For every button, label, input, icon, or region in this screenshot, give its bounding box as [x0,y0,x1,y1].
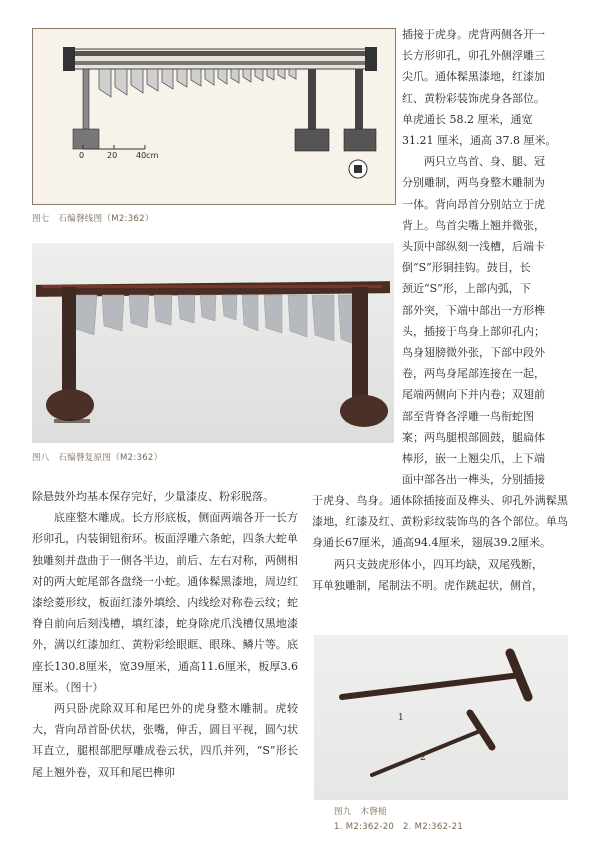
scale-label-40cm: 40cm [136,151,159,160]
left-column-text [32,486,298,783]
figure-9-photo [314,635,568,800]
figure-9-caption: 图九 木磬槌 [334,807,387,817]
text-line: 卷，两鸟身尾部连接在一起， [402,367,545,381]
chime-stones [99,69,296,97]
text-line: 面中部各出一榫头，分别插接 [402,473,545,487]
right-column-text [402,24,574,490]
figure-8-photo [32,243,394,443]
mallet-label-1: 1 [398,713,404,723]
text-line: 部外突，下端中部出一方形榫 [402,303,545,317]
text-line: 尾端两侧向下并内卷；双翅前 [402,388,545,402]
paragraph-bird: 于虎身、鸟身。通体除插接面及榫头、卯孔外满髹黑漆地，红漆及红、黄粉彩纹装饰鸟的各个部位。单鸟身通长67厘米，通高94.4厘米，翅展39.2厘米。 [312,494,568,550]
chime-line-drawing [33,29,395,204]
text-line: 31.21 厘米，通高 37.8 厘米。 [402,134,557,148]
text-line: 两只支鼓虎形体小，四耳均缺，双尾残断， [334,557,543,571]
figure-7-line-drawing [32,28,396,205]
text-line: 两只立鸟首、身、腿、冠 [424,155,545,169]
text-line: 红、黄粉彩装饰虎身各部位。 [402,91,545,105]
text-line: 鸟身翅膀微外张，下部中段外 [402,346,545,360]
text-line: 部至背脊各浮雕一鸟衔蛇图 [402,409,534,423]
text-line: 棒形，嵌一上翘尖爪，上下端 [402,452,545,466]
wooden-mallets-photo [314,635,568,800]
figure-8-caption: 图八 石编磬复原图（M2:362） [32,453,163,463]
scale-label-20: 20 [107,151,118,160]
text-line: 插接于虎身。虎背两侧各开一 [402,28,545,41]
text-line: 案；两鸟腿根部圆鼓，腿扁体 [402,430,545,444]
figure-9-subcaption: 1. M2:362-20 2. M2:362-21 [334,822,464,832]
text-line: 头顶中部纵刻一浅槽，后端卡 [402,240,545,254]
mallet-label-2: 2 [420,753,426,763]
chime-restoration-photo [32,243,394,443]
paragraph-tiger: 两只卧虎除双耳和尾巴外的虎身整木雕制。虎较大，背向昂首卧伏状，张嘴，伸舌，圆目平视，圆勺状耳直立，腿根部肥厚雕成卷云状，四爪并列，“S”形长尾上翘外卷，双耳和尾巴榫卯 [32,702,298,779]
figure-7-caption: 图七 石编磬线图（M2:362） [32,214,154,224]
text-line: 长方形卯孔，卯孔外侧浮雕三 [402,49,545,63]
right-column-paragraph [312,490,568,596]
text-line: 尖爪。通体髹黑漆地，红漆加 [402,70,545,84]
text-line: 颈近“S”形，上部内弧，下 [402,282,531,296]
text-line: 单虎通长 58.2 厘米，通宽 [402,112,533,126]
scale-label-0: 0 [79,151,85,160]
paragraph-base: 底座整木雕成。长方形底板，侧面两端各开一长方形卯孔，内装铜钮衔环。板面浮雕六条蛇，四条大蛇单独雕刻并盘曲于一侧各半边，前后、左右对称，两侧相对的两大蛇尾部各盘绕一小蛇。通体髹黑漆地，周边红漆绘菱形纹，板面红漆外填绘、内线绘对称卷云纹；蛇脊自前向后刻浅槽，填红漆，蛇身除虎爪浅槽仅黑地漆外，满以红漆加红、黄粉彩绘眼眶、眼珠、鳞片等。底座长130.8厘米，宽39厘米，通高11.6厘米，板厚3.6厘米。（图十） [32,511,298,694]
text-line: 一体。背向昂首分别站立于虎 [402,197,545,211]
paragraph-intro: 除悬鼓外均基本保存完好，少量漆皮、粉彩脱落。 [32,490,274,503]
text-line: 背上。鸟首尖嘴上翘并微张， [402,218,545,232]
text-line: 耳单独雕制，尾制法不明。虎作跳起状，侧首， [312,578,543,592]
text-line: 分别雕制，两鸟身整木雕制为 [402,176,545,190]
text-line: 倒“S”形铜挂钩。鼓目，长 [402,261,531,275]
text-line: 头，插接于鸟身上部卯孔内； [402,324,545,338]
